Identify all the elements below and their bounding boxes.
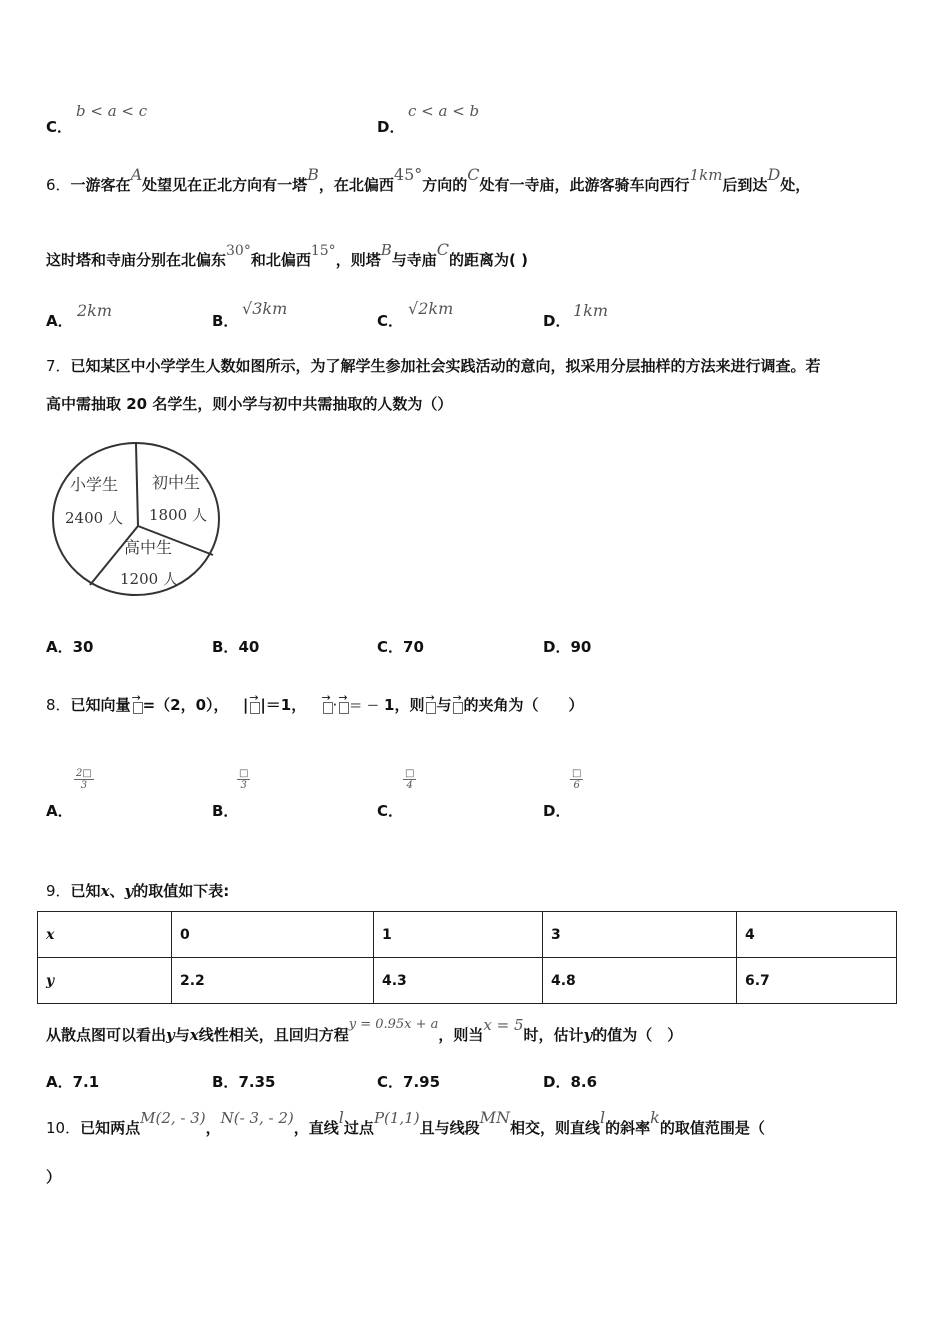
q5-option-c-expr: b < a < c bbox=[76, 102, 148, 120]
q9-option-c: C．7.95 bbox=[377, 1073, 441, 1091]
table-cell: 0 bbox=[172, 912, 374, 958]
pie-chart bbox=[50, 440, 225, 600]
q7-option-d: D．90 bbox=[543, 638, 592, 656]
q8-option-b-fraction: □ 3 bbox=[239, 768, 249, 791]
vector-b-icon: → bbox=[451, 697, 463, 715]
table-cell: 3 bbox=[543, 912, 737, 958]
q6-option-c-value: √2km bbox=[408, 299, 454, 318]
q5-option-d-label: D． bbox=[377, 118, 405, 136]
q8-option-b-label: B． bbox=[212, 802, 239, 820]
q7-option-b: B．40 bbox=[212, 638, 260, 656]
q9-after: 从散点图可以看出y与x线性相关，且回归方程y = 0.95x + a，则当x = 5时，估计y的值为（ ） bbox=[46, 1016, 683, 1044]
q7-option-a: A．30 bbox=[46, 638, 94, 656]
q9-intro: 9．已知x、y的取值如下表: bbox=[46, 882, 230, 900]
q6-option-a-value: 2km bbox=[77, 301, 113, 320]
q6-option-d-label: D． bbox=[543, 312, 571, 330]
q6-option-b-label: B． bbox=[212, 312, 239, 330]
q8-option-a-fraction: $\frac{2□}{3}$ bbox=[76, 768, 92, 791]
q9-option-d: D．8.6 bbox=[543, 1073, 598, 1091]
table-cell: 4.8 bbox=[543, 958, 737, 1004]
q7-option-c: C．70 bbox=[377, 638, 424, 656]
q6-option-a-label: A． bbox=[46, 312, 73, 330]
slice-label-middle: 初中生 bbox=[152, 473, 201, 492]
table-row bbox=[38, 958, 897, 1004]
q6-option-c-label: C． bbox=[377, 312, 404, 330]
q8-option-c-label: C． bbox=[377, 802, 404, 820]
table-cell: 6.7 bbox=[737, 958, 897, 1004]
q7-line2: 高中需抽取 20 名学生，则小学与初中共需抽取的人数为（） bbox=[46, 395, 453, 413]
table-cell: x bbox=[38, 912, 172, 958]
table-cell: 1 bbox=[374, 912, 543, 958]
q9-option-b: B．7.35 bbox=[212, 1073, 276, 1091]
q8-option-a-label: A． bbox=[46, 802, 73, 820]
q6-option-d-value: 1km bbox=[573, 301, 609, 320]
table-cell: 2.2 bbox=[172, 958, 374, 1004]
q8-option-d-fraction: □ 6 bbox=[572, 768, 582, 791]
vector-a-icon: → bbox=[321, 697, 333, 715]
vector-a-icon: → bbox=[424, 697, 436, 715]
q5-option-d-expr: c < a < b bbox=[408, 102, 480, 120]
vector-b-icon: → bbox=[248, 697, 260, 715]
table-cell: 4 bbox=[737, 912, 897, 958]
table-cell: y bbox=[38, 958, 172, 1004]
table-cell: 4.3 bbox=[374, 958, 543, 1004]
q10-end: ） bbox=[46, 1168, 62, 1186]
q7-line1: 7．已知某区中小学学生人数如图所示，为了解学生参加社会实践活动的意向，拟采用分层抽样的方法来进行调查。若 bbox=[46, 357, 821, 375]
q9-option-a: A．7.1 bbox=[46, 1073, 100, 1091]
q8-option-d-label: D． bbox=[543, 802, 571, 820]
q6-line2: 这时塔和寺庙分别在北偏东30°和北偏西15°，则塔B与寺庙C的距离为( ) bbox=[46, 240, 528, 269]
table-row bbox=[38, 912, 897, 958]
q8-line: 8．已知向量 → =（2，0）， | → |＝1， → · → = − 1，则 → 与 → 的夹角为（ ） bbox=[46, 690, 584, 714]
pie-divider-top bbox=[136, 444, 138, 526]
q5-option-c-label: C． bbox=[46, 118, 73, 136]
q6-line1: 6．一游客在A处望见在正北方向有一塔B，在北偏西45°方向的C处有一寺庙，此游客骑车向西行1km后到达D处， bbox=[46, 165, 811, 194]
slice-value-middle: 1800 人 bbox=[149, 506, 207, 524]
slice-label-primary: 小学生 bbox=[70, 475, 119, 494]
slice-value-primary: 2400 人 bbox=[65, 509, 123, 527]
q8-option-c-fraction: □ 4 bbox=[405, 768, 415, 791]
xy-table bbox=[37, 911, 897, 1004]
q6-number: 6． bbox=[46, 176, 71, 194]
slice-value-high: 1200 人 bbox=[120, 570, 178, 588]
vector-b-icon: → bbox=[337, 697, 349, 715]
slice-label-high: 高中生 bbox=[124, 538, 173, 557]
vector-a-icon: → bbox=[131, 697, 143, 715]
q10-line: 10．已知两点M(2, - 3)，N(- 3, - 2)，直线l过点P(1,1)且与线段MN相交，则直线l的斜率k的取值范围是（ bbox=[46, 1108, 765, 1137]
q6-option-b-value: √3km bbox=[242, 299, 288, 318]
